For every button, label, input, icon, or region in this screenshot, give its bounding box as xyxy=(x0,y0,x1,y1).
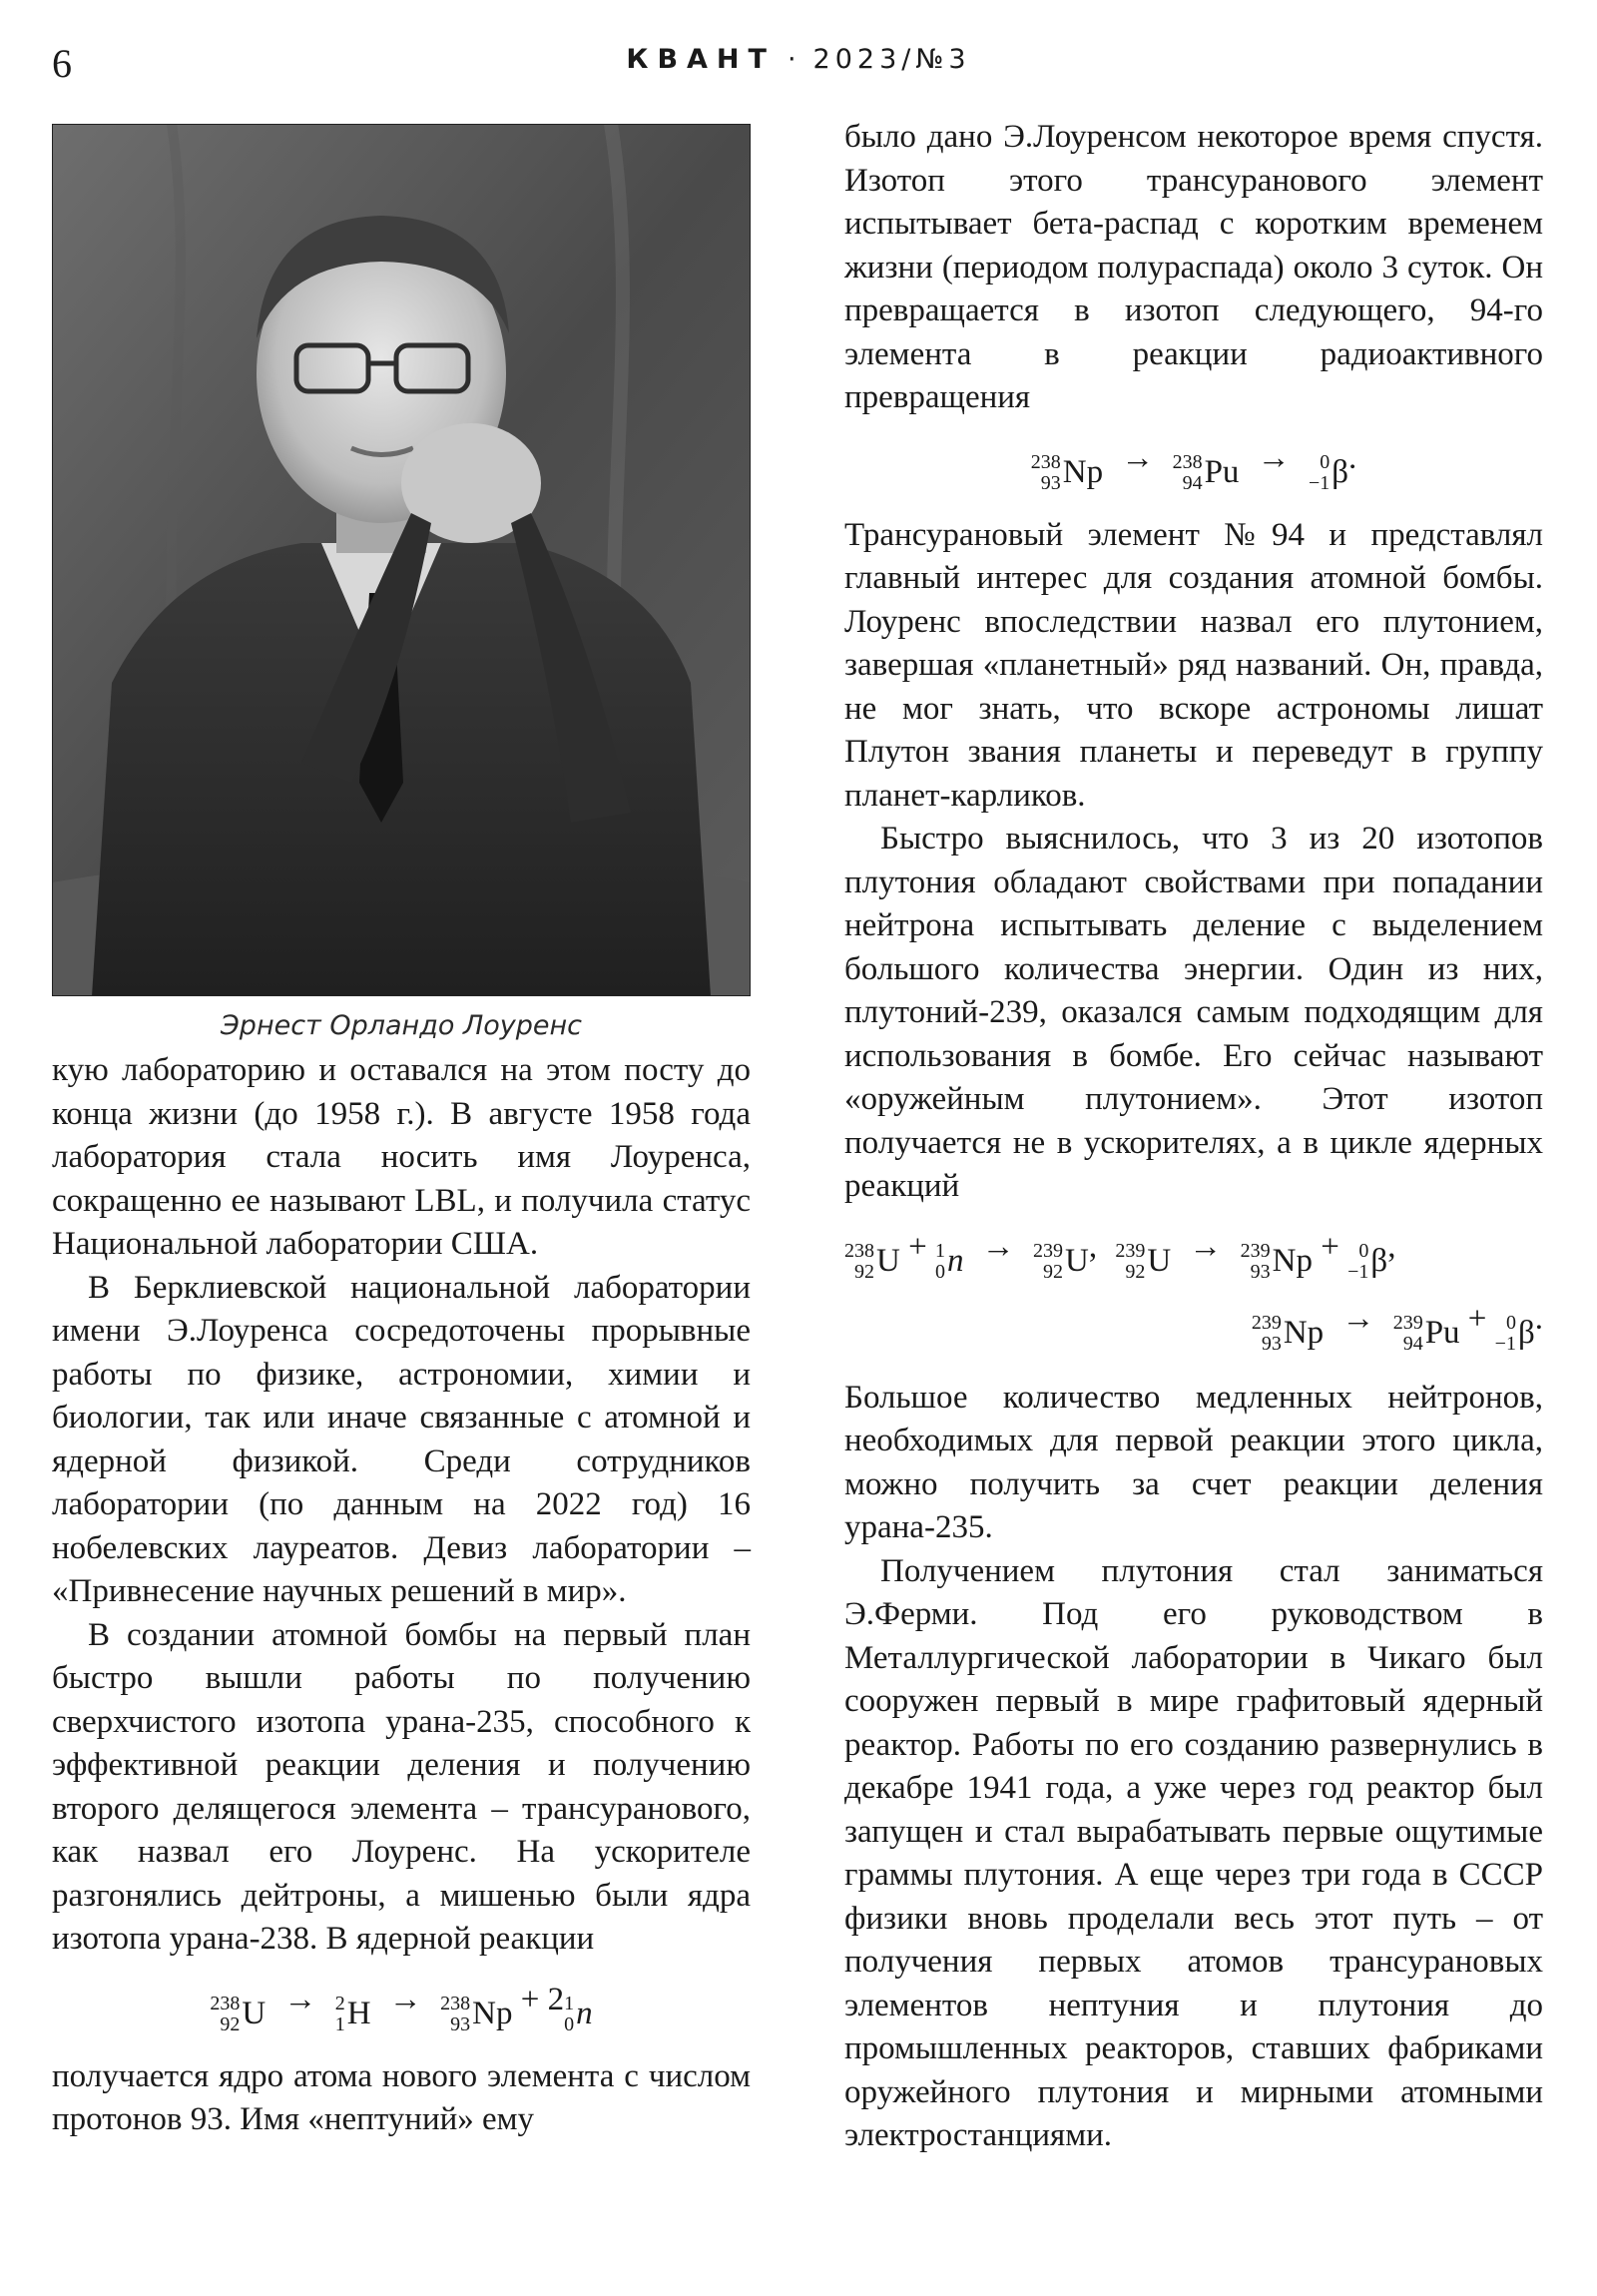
photo-caption: Эрнест Орландо Лоуренс xyxy=(220,1010,583,1041)
nuclide-h2: 2 1 H xyxy=(334,1992,371,2035)
separator-dot: · xyxy=(787,44,801,75)
nuclide-pu238: 238 94 Pu xyxy=(1172,450,1240,494)
nuclide-pu239: 239 94 Pu xyxy=(1392,1311,1460,1355)
beta-particle: 0 −1 β xyxy=(1494,1311,1535,1355)
nuclide-np238: 238 93 Np xyxy=(440,1992,513,2035)
paragraph: Трансурановый элемент №94 и представлял главный интерес для создания атомной бомбы. Лоуренс впоследствии назвал его плутонием, завершая «планетный» ряд названий. Он, правда, не мог знать, что вскоре астрономы лишат Плутон звания планеты и переведут в группу планет-карликов. xyxy=(844,516,1543,814)
nuclide-neutron: 1 0 n xyxy=(564,1992,593,2035)
nuclide-neutron: 1 0 n xyxy=(934,1239,964,1283)
paragraph: было дано Э.Лоуренсом некоторое время спустя. Изотоп этого трансуранового элемент испытывает бета-распад с коротким временем жизни (периодом полураспада) около 3 суток. Он превращается в изотоп следующего, 94-го элемента в реакции радиоактивного превращения xyxy=(844,119,1543,415)
arrow-icon: → xyxy=(283,1981,317,2017)
formula-neptunium-synthesis xyxy=(52,1981,751,2035)
portrait-photo xyxy=(52,124,751,996)
paragraph: кую лабораторию и оставался на этом посту до конца жизни (до 1958 г.). В августе 1958 года лаборатория стала носить имя Лоуренса, сокращенно ее называют LBL, и получила статус Национальной лаборатории США. xyxy=(52,1052,751,1262)
paragraph: Получением плутония стал заниматься Э.Ферми. Под его руководством в Металлургической лаборатории в Чикаго был сооружен первый в мире графитовый ядерный реактор. Работы по его созданию развернулись в декабре 1941 года, а уже через год реактор был запущен и стал вырабатывать первые ощутимые граммы плутония. А еще через три года в СССР физики вновь проделали весь этот путь – от получения первых атомов трансурановых элементов нептуния и плутония до промышленных реакторов, ставших фабриками оружейного плутония и мирными атомными электростанциями. xyxy=(844,1552,1543,2153)
nuclide-u239: 239 92 U xyxy=(1115,1239,1172,1283)
paragraph: В Берклиевской национальной лаборатории имени Э.Лоуренса сосредоточены прорывные работы по физике, астрономии, химии и биологии, так или иначе связанные с атомной и ядерной физикой. Среди сотрудников лаборатории (по данным на 2022 год) 16 нобелевских лауреатов. Девиз лаборатории – «Привнесение научных решений в мир». xyxy=(52,1269,751,1609)
issue-number: 2023/№3 xyxy=(812,44,971,75)
running-head xyxy=(0,44,1597,75)
nuclide-u238: 238 92 U xyxy=(210,1992,266,2035)
nuclide-u238: 238 92 U xyxy=(844,1239,900,1283)
formula-plutonium-cycle-1: 238 92 U + 1 0 n → 239 92 U , 239 92 U → 239 93 Np + 0 −1 β , xyxy=(844,1228,1396,1283)
beta-particle: 0 −1 β xyxy=(1347,1239,1388,1283)
page-number: 6 xyxy=(52,41,72,86)
paragraph: получается ядро атома нового элемента с числом протонов 93. Имя «нептуний» ему xyxy=(52,2057,751,2137)
arrow-icon: → xyxy=(388,1981,422,2017)
magazine-title: КВАНТ xyxy=(626,44,776,75)
formula-beta-decay-np238: 238 93 Np → 238 94 Pu → 0 −1 β . xyxy=(1030,439,1357,494)
portrait-illustration xyxy=(52,124,751,996)
right-column xyxy=(844,119,1543,2158)
arrow-icon: → xyxy=(981,1228,1015,1265)
nuclide-u239: 239 92 U xyxy=(1032,1239,1089,1283)
paragraph: Быстро выяснилось, что 3 из 20 изотопов плутония обладают свойствами при попадании нейтрона испытывать деление с выделением большого количества энергии. Один из них, плутоний-239, оказался самым подходящим для использования в бомбе. Его сейчас называют «оружейным плутонием». Этот изотоп получается не в ускорителях, а в цикле ядерных реакций xyxy=(844,821,1543,1204)
arrow-icon: → xyxy=(1121,439,1155,476)
arrow-icon: → xyxy=(1189,1228,1223,1265)
formula-plutonium-cycle-2: 239 93 Np → 239 94 Pu + 0 −1 β . xyxy=(1251,1300,1543,1355)
beta-particle: 0 −1 β xyxy=(1308,450,1349,494)
nuclide-np239: 239 93 Np xyxy=(1240,1239,1313,1283)
paragraph: Большое количество медленных нейтронов, необходимых для первой реакции этого цикла, можно получить за счет реакции деления урана-235. xyxy=(844,1379,1543,1545)
arrow-icon: → xyxy=(1257,439,1291,476)
coefficient: + 2 xyxy=(520,1981,565,2017)
arrow-icon: → xyxy=(1341,1300,1375,1337)
left-column xyxy=(52,124,751,2142)
paragraph: В создании атомной бомбы на первый план быстро вышли работы по получению сверхчистого изотопа урана-235, способного к эффективной реакции деления и получению второго делящегося элемента – трансуранового, как назвал его Лоуренс. На ускорителе разгонялись дейтроны, а мишенью были ядра изотопа урана-238. В ядерной реакции xyxy=(52,1616,751,1957)
nuclide-np238: 238 93 Np xyxy=(1030,450,1104,494)
nuclide-np239: 239 93 Np xyxy=(1251,1311,1325,1355)
